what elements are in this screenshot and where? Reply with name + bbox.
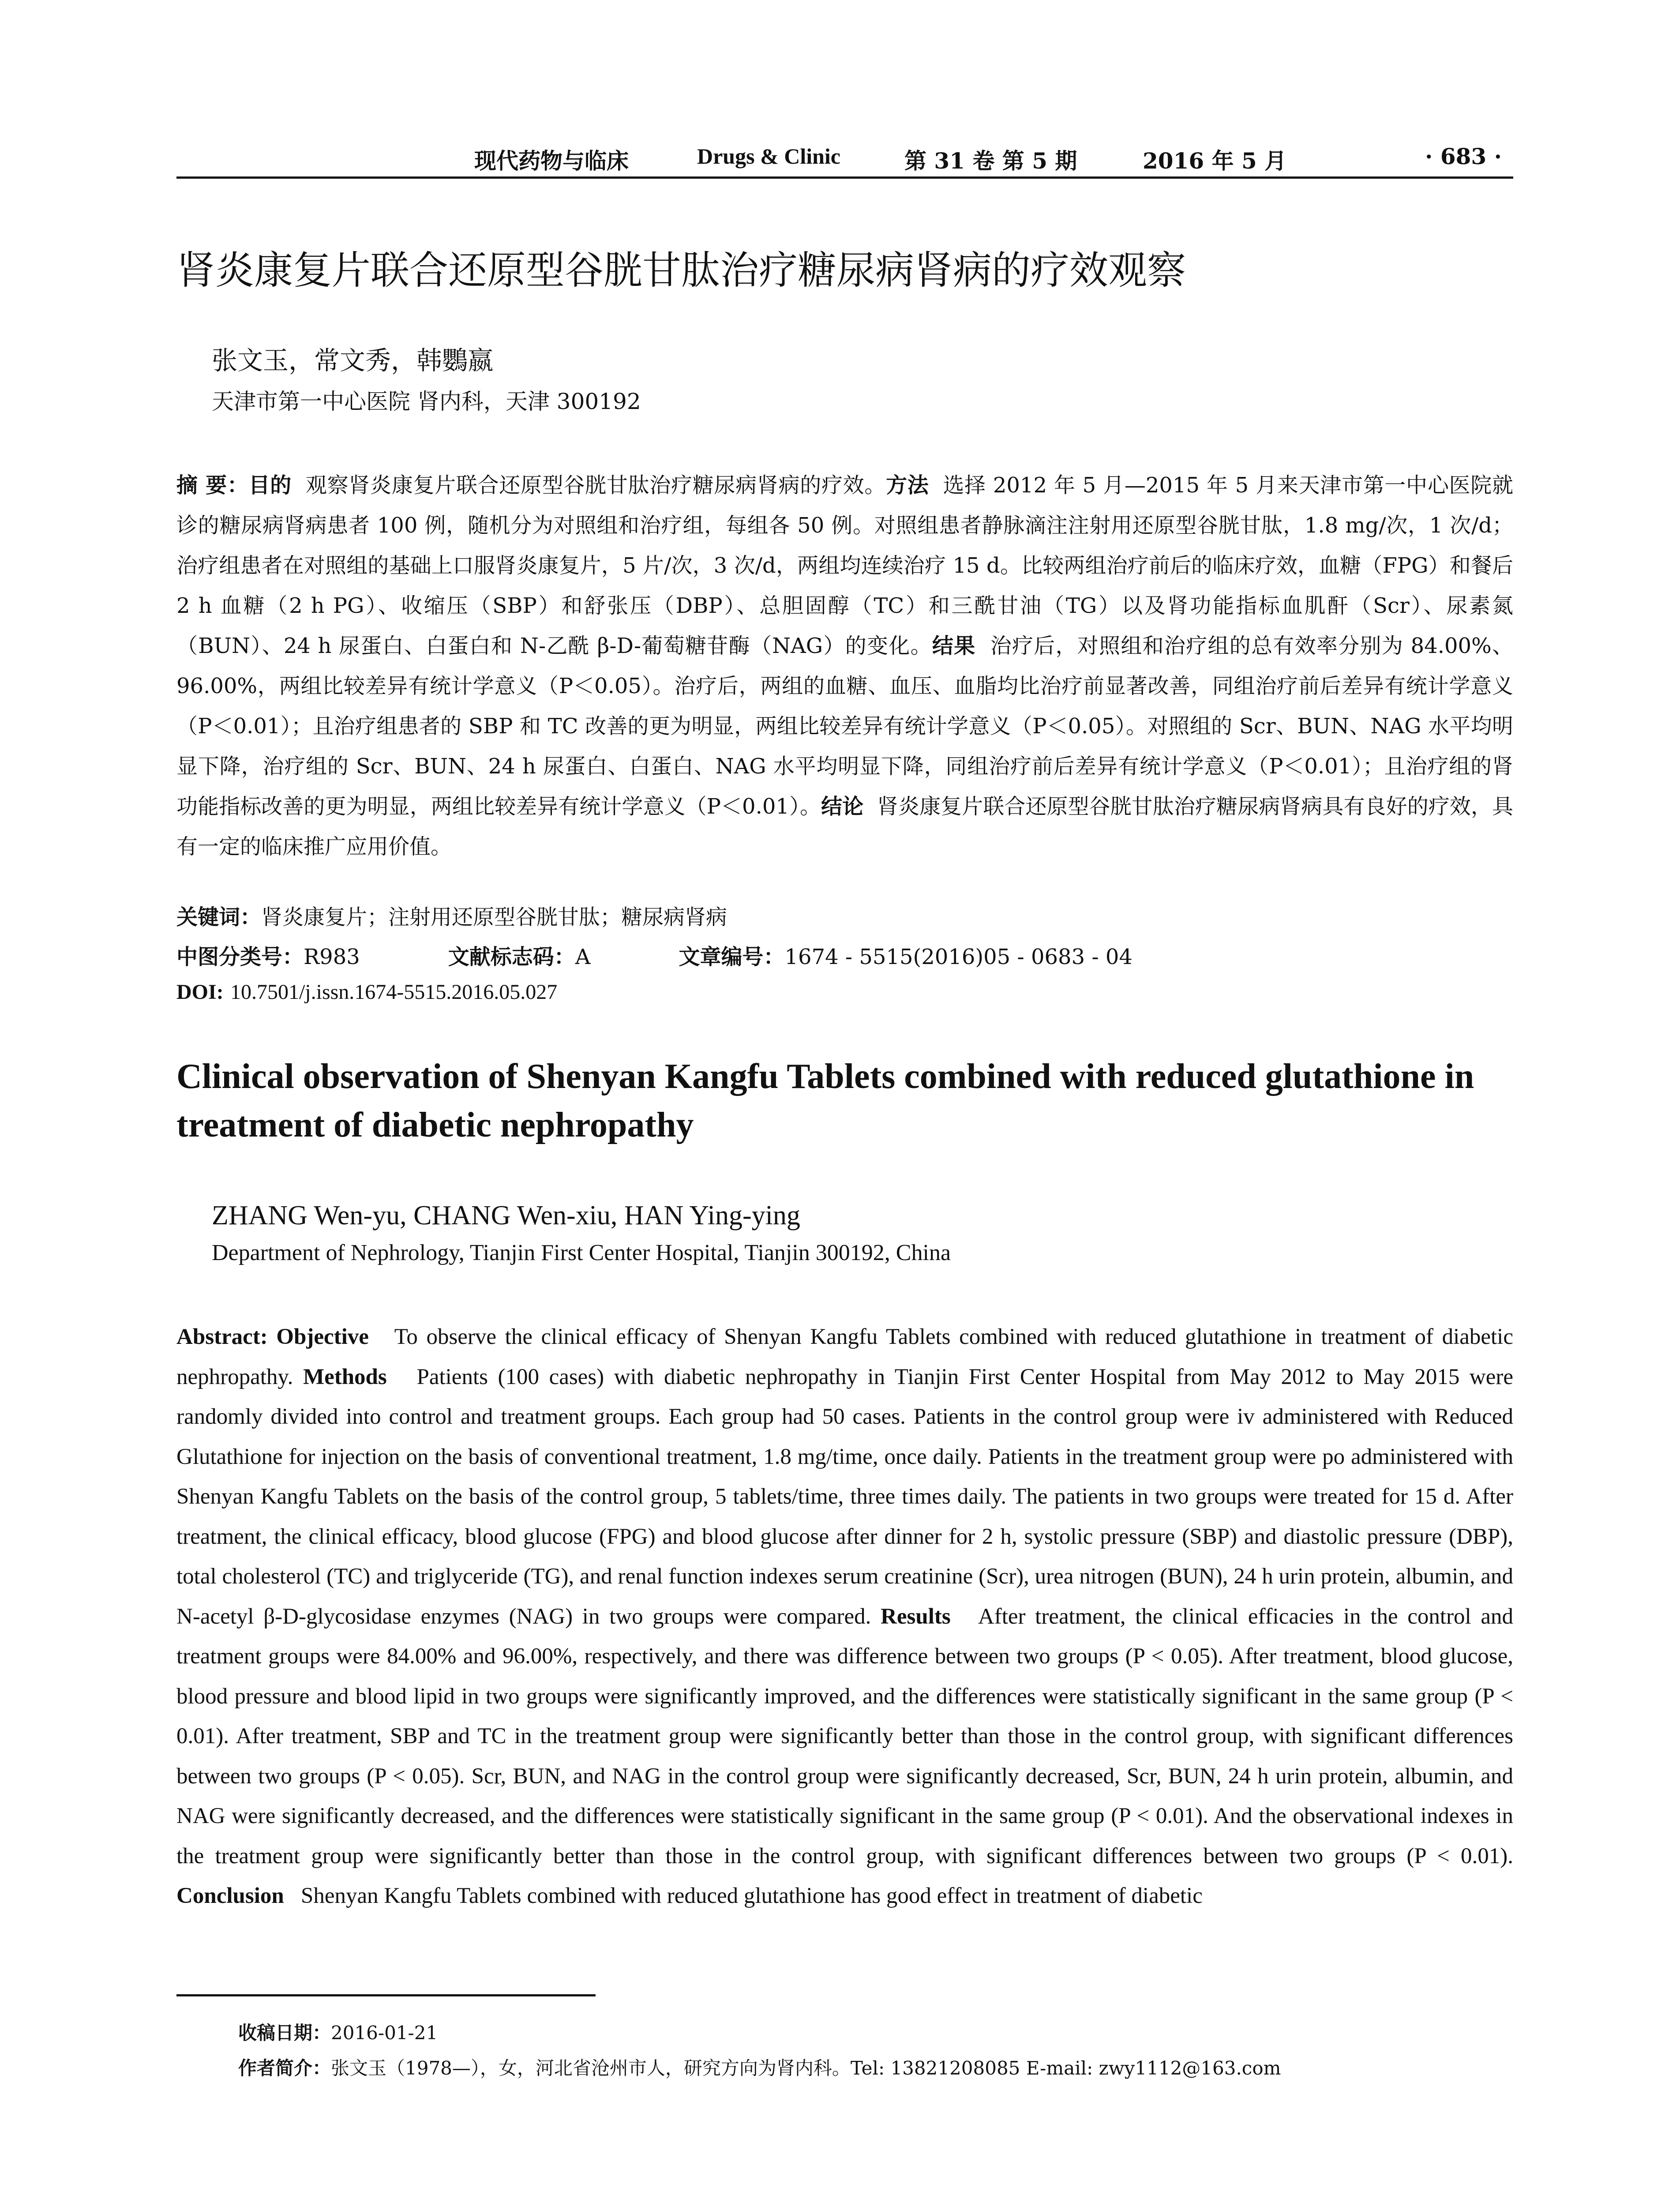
abstract-en-label: Abstract:	[176, 1324, 268, 1349]
doc-code-value: A	[575, 945, 591, 969]
results-en-text: After treatment, the clinical efficacies in the control and treatment groups were 84.00% and 96.00%, respectively, and there was difference between two groups (P < 0.05). After treatment, blood glucose, blood pressure and blood lipid in two groups were significantly improved, and the differences were statistically significant in the same group (P < 0.01). After treatment, SBP and TC in the treatment group were significantly better than those in the control group, with significant differences between two groups (P < 0.05). Scr, BUN, and NAG in the control group were significantly decreased, Scr, BUN, 24 h urin protein, albumin, and NAG were significantly decreased, and the differences were statistically significant in the same group (P < 0.01). And the observational indexes in the treatment group were significantly better than those in the control group, with significant differences between two groups (P < 0.01).	[176, 1604, 1514, 1868]
journal-name-en: Drugs & Clinic	[697, 144, 840, 169]
conclusion-cn-text: 肾炎康复片联合还原型谷胱甘肽治疗糖尿病肾病具有良好的疗效，具有一定的临床推广应用价值。	[176, 794, 1513, 859]
bio-text: 张文玉（1978—），女，河北省沧州市人，研究方向为肾内科。Tel: 13821208085 E-mail: zwy1112@163.com	[331, 2057, 1281, 2079]
footnote-author-bio	[238, 2054, 1281, 2080]
results-en-label: Results	[881, 1604, 951, 1629]
conclusion-cn-label: 结论	[821, 794, 864, 819]
objective-en-label: Objective	[276, 1324, 369, 1349]
running-header	[176, 135, 1513, 176]
authors-en: ZHANG Wen-yu, CHANG Wen-xiu, HAN Ying-ying	[212, 1201, 800, 1231]
journal-name-cn: 现代药物与临床	[474, 148, 629, 174]
clc-value: R983	[304, 945, 360, 969]
issue-date: 2016 年 5 月	[1143, 148, 1287, 174]
keywords-cn	[176, 900, 727, 930]
abstract-cn	[176, 465, 1513, 867]
affiliation-en: Department of Nephrology, Tianjin First Center Hospital, Tianjin 300192, China	[212, 1240, 951, 1265]
methods-cn-text: 选择 2012 年 5 月—2015 年 5 月来天津市第一中心医院就诊的糖尿病肾病患者 100 例，随机分为对照组和治疗组，每组各 50 例。对照组患者静脉滴注注射用还原型谷胱甘肽，1.8 mg/次，1 次/d；治疗组患者在对照组的基础上口服肾炎康复片，5 片/次，3 次/d，两组均连续治疗 15 d。比较两组治疗前后的临床疗效，血糖（FPG）和餐后 2 h 血糖（2 h PG）、收缩压（SBP）和舒张压（DBP）、总胆固醇（TC）和三酰甘油（TG）以及肾功能指标血肌酐（Scr）、尿素氮（BUN）、24 h 尿蛋白、白蛋白和 N-乙酰 β-D-葡萄糖苷酶（NAG）的变化。	[176, 473, 1513, 658]
bio-label: 作者简介：	[238, 2057, 331, 2079]
article-number-label: 文章编号：	[679, 945, 785, 969]
keywords-cn-value: 肾炎康复片；注射用还原型谷胱甘肽；糖尿病肾病	[261, 905, 728, 930]
results-cn-text: 治疗后，对照组和治疗组的总有效率分别为 84.00%、96.00%，两组比较差异有统计学意义（P＜0.05）。治疗后，两组的血糖、血压、血脂均比治疗前显著改善，同组治疗前后差异有统计学意义（P＜0.01）；且治疗组患者的 SBP 和 TC 改善的更为明显，两组比较差异有统计学意义（P＜0.05）。对照组的 Scr、BUN、NAG 水平均明显下降，治疗组的 Scr、BUN、24 h 尿蛋白、白蛋白、NAG 水平均明显下降，同组治疗前后差异有统计学意义（P＜0.01）；且治疗组的肾功能指标改善的更为明显，两组比较差异有统计学意义（P＜0.01）。	[176, 634, 1513, 819]
keywords-cn-label: 关键词：	[176, 905, 262, 930]
affiliation-cn: 天津市第一中心医院 肾内科，天津 300192	[212, 389, 641, 414]
conclusion-en-text: Shenyan Kangfu Tablets combined with reduced glutathione has good effect in treatment of diabetic	[301, 1883, 1203, 1908]
title-cn: 肾炎康复片联合还原型谷胱甘肽治疗糖尿病肾病的疗效观察	[176, 248, 1186, 293]
conclusion-en-label: Conclusion	[176, 1883, 284, 1908]
doi-label: DOI:	[176, 980, 224, 1004]
classification-line	[176, 940, 1132, 970]
abstract-cn-label: 摘 要：	[176, 473, 249, 498]
header-rule	[176, 176, 1513, 179]
abstract-en	[176, 1317, 1513, 1916]
footnote-rule	[176, 1994, 596, 1996]
title-en: Clinical observation of Shenyan Kangfu Tablets combined with reduced glutathione in treatment of diabetic nephropathy	[176, 1057, 1474, 1144]
authors-cn: 张文玉，常文秀，韩鸚嬴	[212, 345, 494, 375]
received-date: 2016-01-21	[331, 2022, 438, 2044]
methods-en-text: Patients (100 cases) with diabetic nephropathy in Tianjin First Center Hospital from May 2012 to May 2015 were randomly divided into control and treatment groups. Each group had 50 cases. Patients in the control group were iv administered with Reduced Glutathione for injection on the basis of conventional treatment, 1.8 mg/time, once daily. Patients in the treatment group were po administered with Shenyan Kangfu Tablets on the basis of the control group, 5 tablets/time, three times daily. The patients in two groups were treated for 15 d. After treatment, the clinical efficacy, blood glucose (FPG) and blood glucose after dinner for 2 h, systolic pressure (SBP) and diastolic pressure (DBP), total cholesterol (TC) and triglyceride (TG), and renal function indexes serum creatinine (Scr), urea nitrogen (BUN), 24 h urin protein, albumin, and N-acetyl β-D-glycosidase enzymes (NAG) in two groups were compared.	[176, 1364, 1514, 1629]
objective-en-text: To observe the clinical efficacy of Shenyan Kangfu Tablets combined with reduced glutathione in treatment of diabetic nephropathy.	[176, 1324, 1513, 1389]
objective-cn-text: 观察肾炎康复片联合还原型谷胱甘肽治疗糖尿病肾病的疗效。	[305, 473, 886, 498]
footnote-received	[238, 2018, 438, 2045]
volume-issue: 第 31 卷 第 5 期	[904, 148, 1077, 174]
clc-label: 中图分类号：	[176, 945, 304, 969]
page-number: · 683 ·	[1425, 143, 1502, 169]
objective-cn-label: 目的	[248, 473, 292, 498]
received-label: 收稿日期：	[238, 2022, 331, 2044]
doi-value: 10.7501/j.issn.1674-5515.2016.05.027	[230, 980, 558, 1004]
doi-line	[176, 979, 557, 1004]
methods-en-label: Methods	[303, 1364, 387, 1389]
results-cn-label: 结果	[932, 634, 976, 658]
article-number-value: 1674 - 5515(2016)05 - 0683 - 04	[784, 945, 1132, 969]
doc-code-label: 文献标志码：	[448, 945, 575, 969]
methods-cn-label: 方法	[886, 473, 929, 498]
